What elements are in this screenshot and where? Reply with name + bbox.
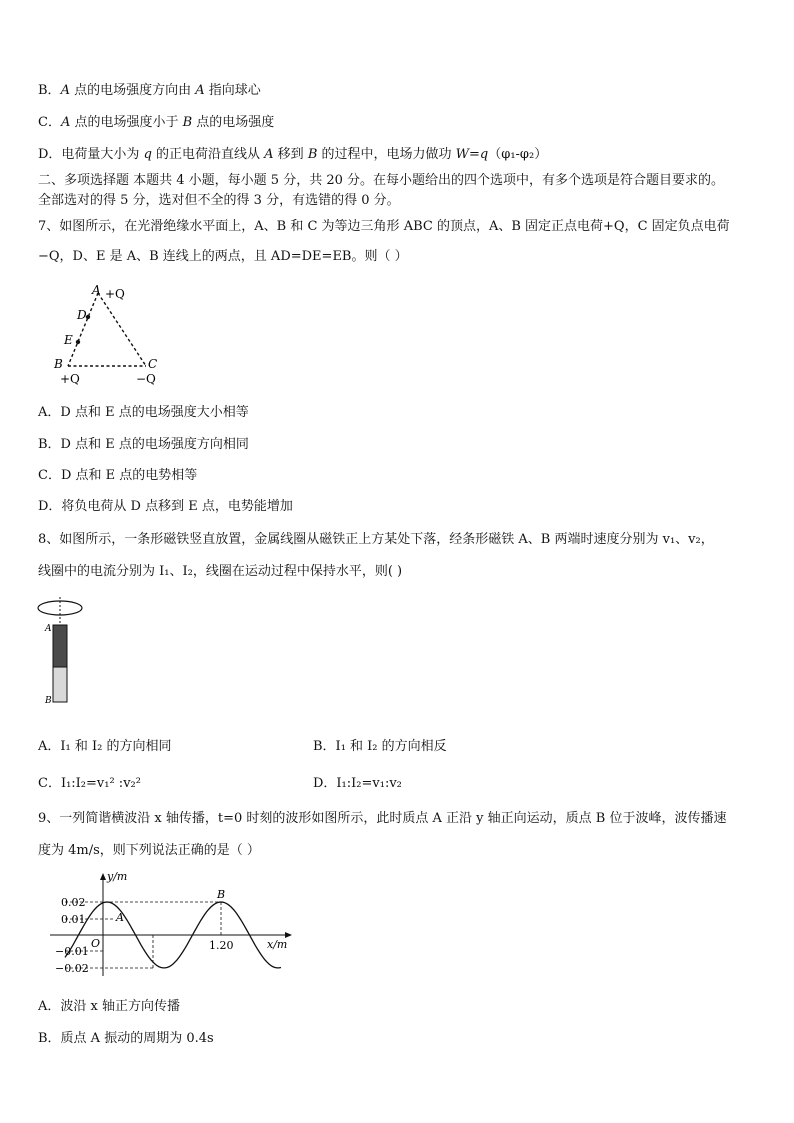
q8-option-a: A．I₁ 和 I₂ 的方向相同 [38, 739, 172, 754]
q9-tick-002: 0.02 [61, 896, 86, 909]
q9-option-a: A．波沿 x 轴正方向传播 [38, 999, 180, 1014]
q8-magnet-figure [35, 595, 95, 710]
q7-option-a: A．D 点和 E 点的电场强度大小相等 [38, 405, 249, 420]
q8-label-b: B [45, 696, 52, 706]
q9-tick-120: 1.20 [209, 939, 234, 952]
q7-label-a: A [92, 283, 101, 297]
q9-stem-line-2: 度为 4m/s，则下列说法正确的是（ ） [38, 843, 260, 858]
q7-stem-line-2: −Q，D、E 是 A、B 连线上的两点，且 AD=DE=EB。则（ ） [38, 249, 408, 264]
q9-label-a: A [116, 911, 124, 924]
section-2-instructions: 全部选对的得 5 分，选对但不全的得 3 分，有选错的得 0 分。 [38, 193, 400, 208]
q7-label-e: E [64, 333, 73, 347]
q9-origin: O [91, 937, 101, 950]
q7-stem-line-1: 7、如图所示，在光滑绝缘水平面上，A、B 和 C 为等边三角形 ABC 的顶点，A、B 固定正点电荷+Q，C 固定负点电荷 [38, 219, 730, 234]
q7-charge-b: +Q [60, 372, 80, 386]
q9-option-b: B．质点 A 振动的周期为 0.4s [38, 1031, 214, 1046]
q9-tick-neg002: −0.02 [55, 962, 89, 975]
q6-option-d: D．电荷量大小为 q 的正电荷沿直线从 A 移到 B 的过程中，电场力做功 W=q（φ₁-φ₂） [38, 147, 548, 162]
q8-option-c: C．I₁:I₂=v₁² :v₂² [38, 776, 141, 791]
q9-wave-figure [45, 868, 295, 983]
q7-triangle-figure [40, 280, 180, 390]
q6-option-c: C．A 点的电场强度小于 B 点的电场强度 [38, 115, 275, 130]
q7-label-b: B [54, 357, 63, 371]
q8-stem-line-1: 8、如图所示，一条形磁铁竖直放置，金属线圈从磁铁正上方某处下落，经条形磁铁 A、B 两端时速度分别为 v₁、v₂， [38, 532, 714, 547]
q7-option-b: B．D 点和 E 点的电场强度方向相同 [38, 437, 249, 452]
q7-label-c: C [148, 357, 158, 371]
q8-option-b: B．I₁ 和 I₂ 的方向相反 [313, 739, 447, 754]
q7-option-c: C．D 点和 E 点的电势相等 [38, 468, 198, 483]
q8-stem-line-2: 线圈中的电流分别为 I₁、I₂，线圈在运动过程中保持水平，则( ) [38, 564, 403, 579]
q9-x-axis-label: x/m [267, 938, 288, 951]
q9-tick-neg001: −0.01 [55, 945, 89, 958]
q9-label-b: B [217, 888, 226, 901]
q7-label-d: D [77, 308, 87, 322]
q8-option-d: D．I₁:I₂=v₁:v₂ [313, 776, 402, 791]
q7-charge-a: +Q [105, 287, 125, 301]
q9-tick-001: 0.01 [61, 913, 86, 926]
q7-option-d: D．将负电荷从 D 点移到 E 点，电势能增加 [38, 499, 293, 514]
section-2-heading: 二、多项选择题 本题共 4 小题，每小题 5 分，共 20 分。在每小题给出的四个选项中，有多个选项是符合题目要求的。 [38, 173, 725, 188]
q9-stem-line-1: 9、一列简谐横波沿 x 轴传播，t=0 时刻的波形如图所示，此时质点 A 正沿 y 轴正向运动，质点 B 位于波峰，波传播速 [38, 811, 727, 826]
q9-y-axis-label: y/m [107, 870, 128, 883]
q6-option-b: B．A 点的电场强度方向由 A 指向球心 [38, 83, 261, 98]
q7-charge-c: −Q [136, 372, 156, 386]
q8-label-a: A [45, 624, 52, 634]
